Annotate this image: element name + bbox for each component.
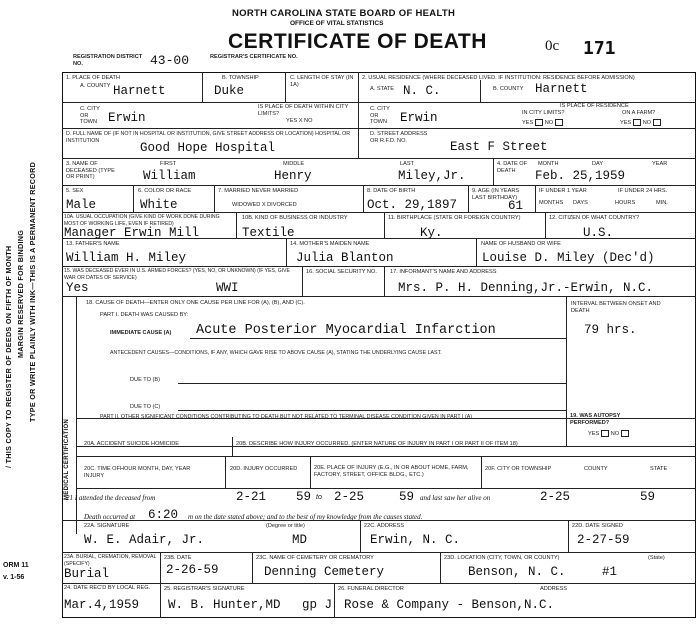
middle-label: MIDDLE: [283, 161, 305, 167]
res-yes-no[interactable]: YES NO: [522, 119, 563, 126]
death-time: 6:20: [148, 508, 179, 522]
occupation-label: 10A. USUAL OCCUPATION (GIVE KIND OF WORK DONE DURING MOST OF WORKING LIFE, EVEN IF RETIRED): [64, 214, 220, 227]
inside-limits-label: IS PLACE OF DEATH WITHIN CITY LIMITS?: [258, 104, 349, 117]
divider: [440, 552, 441, 583]
interval-value: 79 hrs.: [584, 323, 637, 337]
month-label: MONTH: [538, 161, 559, 167]
street-label: D. STREET ADDRESS OR R.F.D. NO.: [370, 131, 428, 144]
immediate-label: IMMEDIATE CAUSE (A): [110, 330, 172, 336]
street-value: East F Street: [450, 140, 548, 154]
divider: [358, 72, 359, 158]
recd-value: Mar.4,1959: [64, 598, 140, 612]
part1-label: PART I. DEATH WAS CAUSED BY:: [100, 312, 189, 318]
township-label: B. TOWNSHIP: [222, 75, 259, 81]
ssn-label: 16. SOCIAL SECURITY NO.: [306, 269, 377, 275]
days-label: DAYS: [573, 200, 588, 206]
death-occurred-label: Death occurred at: [84, 513, 136, 521]
informant-label: 17. INFORMANT'S NAME AND ADDRESS: [390, 269, 497, 275]
divider: [178, 410, 566, 411]
state-value: N. C.: [403, 84, 441, 98]
birthplace-label: 11. BIRTHPLACE (STATE OR FOREIGN COUNTRY): [388, 215, 521, 221]
divider: [476, 238, 477, 266]
side-note-margin: MARGIN RESERVED FOR BINDING: [16, 229, 25, 358]
divider: [160, 583, 161, 618]
informant-value: Mrs. P. H. Denning,Jr.-Erwin, N.C.: [398, 281, 654, 295]
city-label: C. CITY OR TOWN: [80, 106, 100, 125]
date-signed-value: 2-27-59: [577, 533, 630, 547]
registrar-cert-label: REGISTRAR'S CERTIFICATE NO.: [210, 54, 298, 60]
divider: [62, 520, 696, 521]
business-value: Textile: [242, 226, 295, 240]
spouse-value: Louise D. Miley (Dec'd): [482, 251, 655, 265]
place-injury-label: 20E. PLACE OF INJURY (E.G., IN OR ABOUT HOME, FARM, FACTORY, STREET, OFFICE BLDG., ETC.): [314, 465, 469, 478]
citizen-value: U.S.: [583, 226, 614, 240]
spouse-label: NAME OF HUSBAND OR WIFE: [481, 241, 561, 247]
mother-value: Julia Blanton: [296, 251, 394, 265]
signature-value: W. E. Adair, Jr.: [84, 533, 205, 547]
months-label: MONTHS: [539, 200, 564, 206]
business-label: 10B. KIND OF BUSINESS OR INDUSTRY: [242, 215, 348, 221]
burial-date-value: 2-26-59: [166, 563, 219, 577]
res-city-value: Erwin: [400, 111, 438, 125]
divider: [62, 128, 696, 129]
cert-prefix: 0c: [545, 38, 560, 54]
place-of-death-label: 1. PLACE OF DEATH: [66, 75, 120, 81]
last-saw-label: and last saw her alive on: [420, 494, 491, 502]
date-death-value: Feb. 25,1959: [535, 169, 626, 183]
dob-label: 8. DATE OF BIRTH: [367, 188, 416, 194]
divider: [310, 456, 311, 488]
middle-name: Henry: [274, 169, 312, 183]
accident-label: 20A. ACCIDENT SUICIDE HOMICIDE: [84, 441, 180, 447]
divider: [133, 185, 134, 212]
reg-district-label: REGISTRATION DISTRICT NO.: [73, 54, 143, 67]
city-injury-label: 20F. CITY OR TOWNSHIP: [485, 466, 552, 472]
board-name: NORTH CAROLINA STATE BOARD OF HEALTH: [232, 8, 456, 19]
signature-label: 22A. SIGNATURE: [84, 523, 130, 529]
divider: [62, 158, 696, 159]
divider: [384, 212, 385, 238]
dob-value: Oct. 29,1897: [367, 198, 458, 212]
divider: [76, 456, 696, 457]
burial-label: 23A. BURIAL, CREMATION, REMOVAL (SPECIFY): [64, 554, 157, 567]
time-injury-label: 20C. TIME OF INJURY: [84, 466, 120, 479]
registrar-sig-label: 25. REGISTRAR'S SIGNATURE: [164, 586, 245, 592]
first-label: FIRST: [160, 161, 177, 167]
interval-label: INTERVAL BETWEEN ONSET AND DEATH: [571, 301, 661, 314]
divider: [286, 238, 287, 266]
burial-date-label: 23B. DATE: [164, 555, 192, 561]
reg-district-value: 43-00: [150, 53, 190, 68]
form-number: ORM 11: [3, 562, 29, 569]
res-county-label: B. COUNTY: [493, 86, 524, 92]
address-value: Erwin, N. C.: [370, 533, 461, 547]
divider: [62, 296, 696, 297]
director-label: 26. FUNERAL DIRECTOR: [338, 586, 404, 592]
res-city-label: C. CITY OR TOWN: [370, 106, 390, 125]
certificate-title: CERTIFICATE OF DEATH: [228, 30, 487, 53]
hospital-value: Good Hope Hospital: [140, 141, 276, 155]
length-stay-label: C. LENGTH OF STAY (IN 1A): [290, 75, 354, 88]
age-label: 9. AGE (IN YEARS LAST BIRTHDAY): [472, 188, 520, 201]
sex-label: 5. SEX: [66, 188, 84, 194]
immediate-cause-value: Acute Posterior Myocardial Infarction: [196, 323, 496, 338]
farm-yes-no[interactable]: YES NO: [620, 119, 661, 126]
place-residence-label: IS PLACE OF RESIDENCE: [560, 103, 629, 109]
race-value: White: [140, 198, 178, 212]
day-label: DAY: [592, 161, 604, 167]
divider: [178, 383, 566, 384]
divider: [566, 296, 567, 418]
county-label: A. COUNTY: [80, 83, 111, 89]
last-name: Miley,Jr.: [398, 169, 466, 183]
divider: [363, 185, 364, 212]
cause-label: 18. CAUSE OF DEATH—ENTER ONLY ONE CAUSE PER LINE FOR (A), (B), AND (C).: [86, 300, 305, 306]
death-occurred-rest: m on the date stated above; and to the best of my knowledge from the causes stated.: [188, 513, 423, 521]
race-label: 6. COLOR OR RACE: [138, 188, 192, 194]
cert-number: 171: [583, 38, 616, 59]
divider: [566, 408, 567, 446]
side-note-register: / THIS COPY TO REGISTER OF DEEDS ON FIFTH OF MONTH: [4, 245, 13, 468]
divider: [225, 456, 226, 488]
first-name: William: [143, 169, 196, 183]
director-address-label: ADDRESS: [540, 586, 568, 592]
age-value: 61: [508, 199, 524, 213]
injury-occurred-label: 20D. INJURY OCCURRED: [230, 466, 298, 472]
attended-to-label: to: [316, 494, 322, 501]
attended-to: 2-25: [334, 490, 365, 504]
location-value: Benson, N. C.: [468, 565, 566, 579]
divider: [236, 212, 237, 238]
divider: [302, 266, 303, 296]
divider: [384, 266, 385, 296]
due-b-label: DUE TO (B): [130, 377, 160, 383]
divider: [62, 266, 696, 267]
degree-value: MD: [292, 533, 308, 547]
name-label: 3. NAME OF DECEASED (TYPE OR PRINT): [66, 161, 115, 180]
cemetery-value: Denning Cemetery: [264, 565, 385, 579]
mother-label: 14. MOTHER'S MAIDEN NAME: [290, 241, 370, 247]
director-value: Rose & Company - Benson,N.C.: [344, 598, 555, 612]
county-value: Harnett: [113, 84, 166, 98]
divider: [493, 158, 494, 185]
divider: [62, 185, 696, 186]
state-burial-label: (State): [648, 555, 665, 561]
divider: [202, 72, 203, 102]
registrar-initials: gp J: [302, 598, 333, 612]
recd-label: 24. DATE REC'D BY LOCAL REG.: [64, 585, 151, 591]
armed-value: Yes: [66, 281, 89, 295]
divider: [62, 552, 696, 553]
state-injury-label: STATE: [650, 466, 668, 472]
antecedent-label: ANTECEDENT CAUSES—CONDITIONS, IF ANY, WHICH GAVE RISE TO ABOVE CAUSE (A), STATING THE UNDERLYING CAUSE LAST.: [110, 350, 442, 356]
address-label: 22C. ADDRESS: [364, 523, 405, 529]
registrar-sig-value: W. B. Hunter,MD: [168, 598, 281, 612]
under1-label: IF UNDER 1 YEAR: [539, 188, 587, 194]
attended-year1: 59: [296, 490, 312, 504]
divider: [568, 520, 569, 552]
side-note-ink: TYPE OR WRITE PLAINLY WITH INK—THIS IS A PERMANENT RECORD: [28, 161, 37, 422]
attended-text: 21 I attended the deceased from: [66, 494, 156, 502]
year-label: YEAR: [652, 161, 668, 167]
widowed-label: WIDOWED X DIVORCED: [232, 202, 297, 208]
autopsy-yes-no[interactable]: YES NO: [588, 430, 629, 437]
divider: [468, 185, 469, 212]
divider: [334, 583, 335, 618]
birthplace-value: Ky.: [420, 226, 443, 240]
divider: [252, 552, 253, 583]
divider: [481, 456, 482, 488]
degree-label: (Degree or title): [266, 523, 305, 529]
state-label: A. STATE: [370, 86, 395, 92]
divider: [232, 437, 233, 456]
sex-value: Male: [66, 198, 97, 212]
occupation-value: Manager Erwin Mill: [64, 226, 200, 240]
cemetery-label: 23C. NAME OF CEMETERY OR CREMATORY: [256, 555, 374, 561]
divider: [360, 520, 361, 552]
yes-no-city[interactable]: YES X NO: [286, 118, 313, 124]
divider: [285, 72, 286, 102]
autopsy-label: 19. WAS AUTOPSY PERFORMED?: [570, 413, 621, 426]
hours-label: HOURS: [615, 200, 636, 206]
divider: [160, 552, 161, 583]
armed-label: 15. WAS DECEASED EVER IN U.S. ARMED FORCES? (YES, NO, OR UNKNOWN) (IF YES, GIVE WAR OR DATES OF SERVICE): [64, 268, 290, 281]
divider: [62, 212, 696, 213]
how-label: 20B. DESCRIBE HOW INJURY OCCURRED. (ENTER NATURE OF INJURY IN PART I OR PART II OF ITEM 18): [236, 441, 518, 447]
part2-label: PART II. OTHER SIGNIFICANT CONDITIONS CONTRIBUTING TO DEATH BUT NOT RELATED TO TERMINAL DISEASE CONDITION GIVEN IN PART I (A): [100, 414, 473, 420]
divider: [545, 212, 546, 238]
due-c-label: DUE TO (C): [130, 404, 161, 410]
last-saw-year: 59: [640, 490, 656, 504]
medical-cert-label: MEDICAL CERTIFICATION: [64, 418, 70, 500]
citizen-label: 12. CITIZEN OF WHAT COUNTRY?: [549, 215, 640, 221]
divider: [214, 185, 215, 212]
date-death-label: 4. DATE OF DEATH: [497, 161, 528, 174]
date-signed-label: 22D. DATE SIGNED: [572, 523, 623, 529]
in-city-limits-label: IN CITY LIMITS?: [522, 110, 565, 116]
burial-value: Burial: [64, 567, 110, 581]
divider: [76, 488, 696, 489]
divider: [480, 80, 481, 102]
location-label: 23D. LOCATION (CITY, TOWN, OR COUNTY): [444, 555, 560, 561]
father-label: 13. FATHER'S NAME: [66, 241, 120, 247]
father-value: William H. Miley: [66, 251, 187, 265]
form-revision: v. 1-56: [3, 574, 25, 581]
war-value: WWI: [216, 281, 239, 295]
on-farm-label: ON A FARM?: [622, 110, 656, 116]
residence-label: 2. USUAL RESIDENCE (WHERE DECEASED LIVED. IF INSTITUTION: RESIDENCE BEFORE ADMISSION): [362, 75, 635, 81]
state-burial-value: #1: [602, 565, 618, 579]
marital-label: 7. MARRIED NEVER MARRIED: [218, 188, 299, 194]
attended-year2: 59: [399, 490, 415, 504]
divider: [62, 583, 696, 584]
min-label: MIN.: [656, 200, 668, 206]
county-injury-label: COUNTY: [584, 466, 608, 472]
office-name: OFFICE OF VITAL STATISTICS: [290, 20, 384, 27]
under24-label: IF UNDER 24 HRS.: [618, 188, 668, 194]
time-injury-sub: HOUR MONTH, DAY, YEAR: [120, 466, 191, 472]
hospital-label: D. FULL NAME OF (IF NOT IN HOSPITAL OR INSTITUTION, GIVE STREET ADDRESS OR LOCATION) HOSPITAL OR INSTITUTION: [66, 131, 351, 144]
attended-from: 2-21: [236, 490, 267, 504]
divider: [535, 185, 536, 212]
city-value: Erwin: [108, 111, 146, 125]
last-label: LAST: [400, 161, 414, 167]
township-value: Duke: [214, 84, 245, 98]
res-county-value: Harnett: [535, 82, 588, 96]
divider: [190, 338, 566, 339]
last-saw-value: 2-25: [540, 490, 571, 504]
